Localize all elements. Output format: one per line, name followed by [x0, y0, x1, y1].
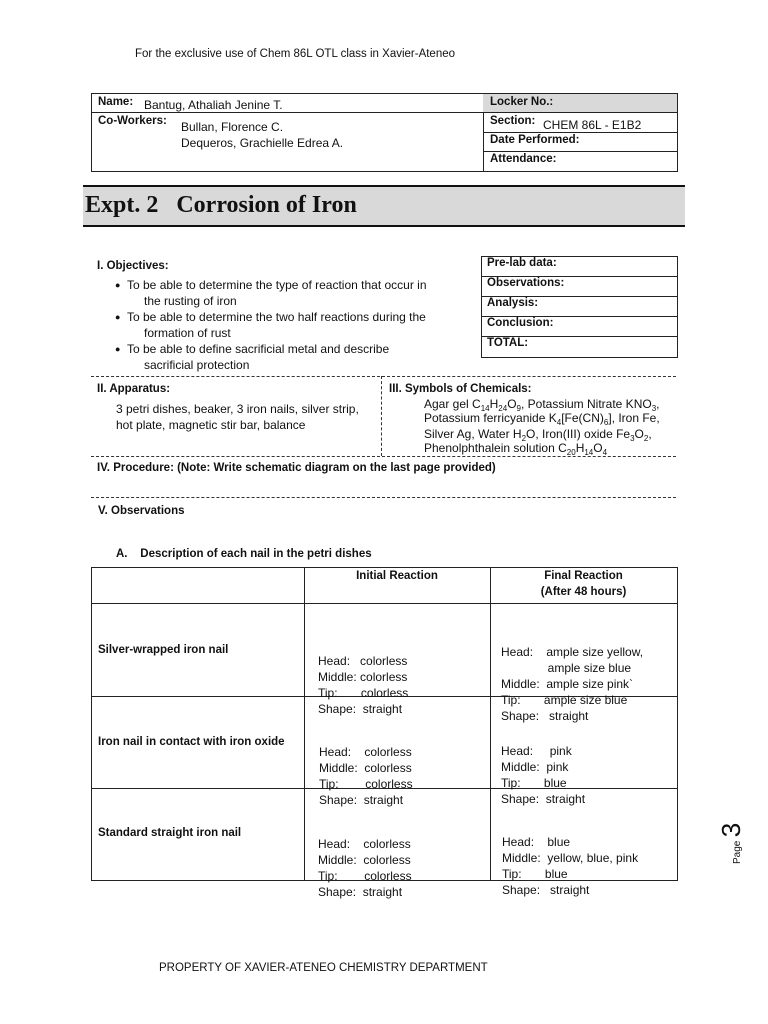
- row-label-iron-oxide: Iron nail in contact with iron oxide: [98, 736, 285, 748]
- attendance-label: Attendance:: [490, 153, 557, 165]
- name-value: Bantug, Athaliah Jenine T.: [144, 98, 283, 112]
- apparatus-line-1: 3 petri dishes, beaker, 3 iron nails, silver strip,: [116, 402, 359, 416]
- col-final-header-2: (After 48 hours): [540, 586, 627, 598]
- objective-item: ● To be able to determine the type of reaction that occur in the rusting of iron: [115, 278, 427, 308]
- apparatus-line-2: hot plate, magnetic stir bar, balance: [116, 418, 306, 432]
- objective-1-line-1: To be able to determine the type of reaction that occur in: [127, 278, 427, 292]
- objective-2-line-2: formation of rust: [144, 326, 231, 340]
- grade-analysis: Analysis:: [482, 297, 677, 317]
- objective-3-line-1: To be able to define sacrificial metal and describe: [127, 342, 390, 356]
- row-label-standard: Standard straight iron nail: [98, 827, 242, 839]
- grade-prelab: Pre-lab data:: [482, 257, 677, 277]
- objective-item: ● To be able to define sacrificial metal and describe sacrificial protection: [115, 342, 390, 372]
- objectives-heading: I. Objectives:: [97, 260, 169, 272]
- page-label: Page: [732, 840, 743, 864]
- date-label: Date Performed:: [490, 134, 580, 146]
- objective-1-line-2: the rusting of iron: [144, 294, 237, 308]
- footer: PROPERTY OF XAVIER-ATENEO CHEMISTRY DEPARTMENT: [159, 962, 488, 974]
- coworkers-label: Co-Workers:: [98, 115, 167, 127]
- row-3-final: Head: blue Middle: yellow, blue, pink Tip: blue Shape: straight: [502, 835, 639, 897]
- title-banner: [83, 185, 685, 227]
- row-1-initial: Head: colorless Middle: colorless Tip: colorless Shape: straight: [318, 654, 409, 716]
- grade-conclusion: Conclusion:: [482, 317, 677, 337]
- grade-observations: Observations:: [482, 277, 677, 297]
- objective-3-line-2: sacrificial protection: [144, 358, 250, 372]
- grading-box: [481, 256, 678, 358]
- name-label: Name:: [98, 96, 134, 108]
- divider: [91, 497, 676, 498]
- col-initial-header: Initial Reaction: [356, 570, 438, 582]
- row-3-initial: Head: colorless Middle: colorless Tip: colorless Shape: straight: [318, 837, 412, 899]
- section-value: CHEM 86L - E1B2: [543, 118, 642, 132]
- symbols-line-3: Silver Ag, Water $H_2O$, Iron(III) oxide $Fe_3O_2$,: [424, 427, 652, 443]
- divider-vertical: [381, 376, 382, 456]
- col-final-header-1: Final Reaction: [544, 570, 623, 582]
- row-2-initial: Head: colorless Middle: colorless Tip: colorless Shape: straight: [319, 745, 413, 807]
- top-note: For the exclusive use of Chem 86L OTL class in Xavier-Ateneo: [135, 48, 456, 60]
- grade-total: TOTAL:: [487, 337, 529, 349]
- symbols-line-1: Agar gel $C_{14}H_{24}O_9$, Potassium Nitrate $KNO_3$,: [424, 397, 660, 413]
- divider: [91, 376, 676, 377]
- coworker-2: Dequeros, Grachielle Edrea A.: [181, 136, 344, 150]
- objective-2-line-1: To be able to determine the two half reactions during the: [127, 310, 426, 324]
- row-2-final: Head: pink Middle: pink Tip: blue Shape: straight: [501, 744, 586, 806]
- row-label-silver: Silver-wrapped iron nail: [98, 644, 229, 656]
- objective-item: ● To be able to determine the two half reactions during the formation of rust: [115, 310, 426, 340]
- procedure-heading: IV. Procedure: (Note: Write schematic diagram on the last page provided): [97, 462, 496, 474]
- symbols-line-2: Potassium ferricyanide $K_4[Fe(CN)_6]$, Iron Fe,: [424, 411, 660, 427]
- page-title: Expt. 2 Corrosion of Iron: [85, 192, 357, 218]
- observations-table: [91, 567, 678, 899]
- symbols-line-4: Phenolphthalein solution $C_{20}H_{14}O_4$: [424, 441, 608, 457]
- observations-subheading: A. Description of each nail in the petri dishes: [116, 548, 372, 560]
- row-1-final: Head: ample size yellow, ample size blue Middle: ample size pink` Tip: ample size blue Shape: straight: [501, 645, 644, 723]
- observations-heading: V. Observations: [98, 505, 185, 517]
- section-label: Section:: [490, 115, 536, 127]
- info-table: [91, 93, 678, 172]
- page-number: 3: [716, 822, 746, 838]
- apparatus-heading: II. Apparatus:: [97, 383, 171, 395]
- coworker-1: Bullan, Florence C.: [181, 120, 284, 134]
- objectives-list: [115, 278, 465, 374]
- page-marker: [704, 816, 744, 866]
- symbols-heading: III. Symbols of Chemicals:: [389, 383, 532, 395]
- locker-label: Locker No.:: [490, 96, 554, 108]
